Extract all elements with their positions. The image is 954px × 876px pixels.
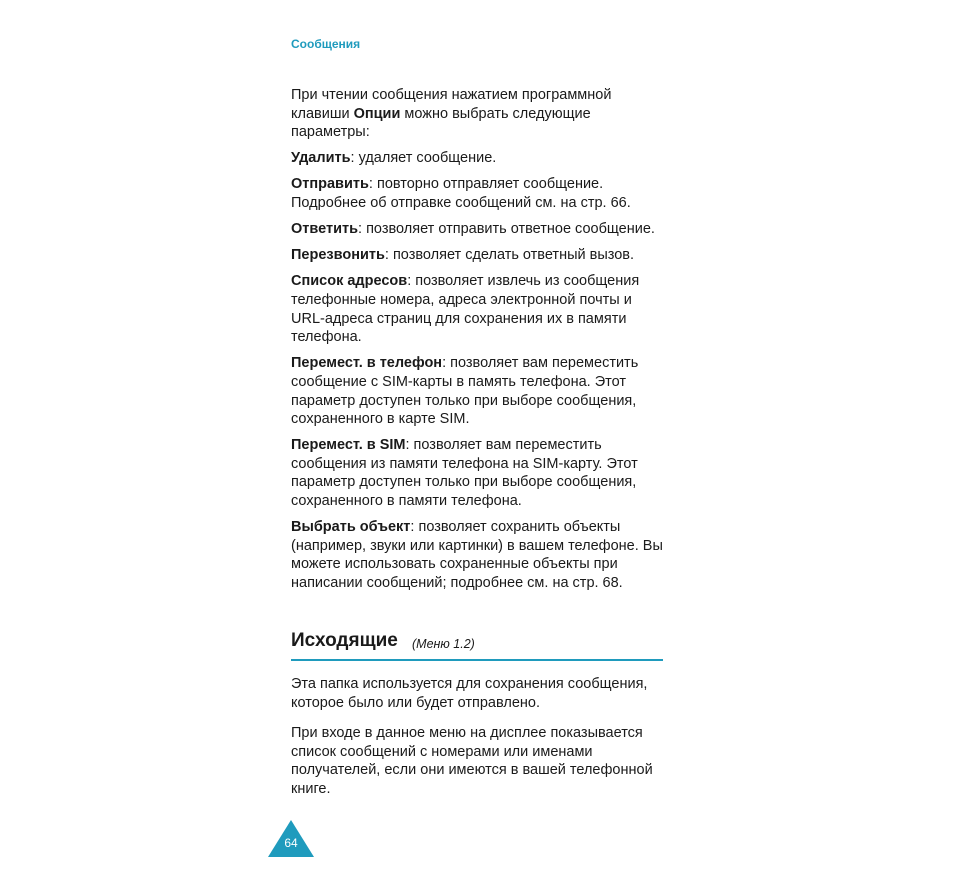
option-term: Перемест. в SIM	[291, 437, 406, 454]
options-list	[291, 149, 663, 600]
option-desc: : повторно отправляет сообщение. Подробнее об отправке сообщений см. на стр. 66.	[291, 176, 631, 211]
outgoing-heading	[291, 630, 663, 661]
outgoing-menu-ref: (Меню 1.2)	[412, 637, 475, 651]
option-item-move-to-phone	[291, 354, 663, 428]
page-number: 64	[284, 836, 298, 850]
intro-block	[291, 86, 663, 150]
option-desc: : позволяет вам переместить сообщение с SIM-карты в память телефона. Этот параметр доступен только при выборе сообщения, сохраненного в карте SIM.	[291, 355, 639, 428]
page-number-badge	[268, 820, 314, 857]
option-item-reply	[291, 220, 663, 239]
option-desc: : позволяет сделать ответный вызов.	[384, 247, 635, 264]
outgoing-paragraph: Эта папка используется для сохранения сообщения, которое было или будет отправлено.	[291, 676, 648, 711]
intro-paragraph	[291, 86, 663, 142]
outgoing-title: Исходящие	[291, 630, 398, 651]
option-desc: : позволяет извлечь из сообщения телефонные номера, адреса электронной почты и URL-адреса страниц для сохранения их в памяти телефона.	[291, 273, 640, 346]
option-item-move-to-sim	[291, 436, 663, 510]
option-desc: : позволяет сохранить объекты (например, звуки или картинки) в вашем телефоне. Вы можете использовать сохраненные объекты при написании сообщений; подробнее см. на стр. 68.	[291, 519, 663, 592]
option-item-address-list	[291, 272, 663, 346]
option-desc: : позволяет вам переместить сообщения из памяти телефона на SIM-карту. Этот параметр доступен только при выборе сообщения, сохраненного в памяти телефона.	[291, 437, 638, 510]
option-term: Перемест. в телефон	[291, 355, 443, 372]
option-desc: : удаляет сообщение.	[350, 150, 497, 166]
section-header: Сообщения	[291, 37, 361, 51]
option-item-send	[291, 175, 663, 212]
option-term: Удалить	[291, 150, 351, 166]
intro-text-after: можно выбрать следующие параметры:	[291, 105, 591, 141]
option-item-callback	[291, 246, 663, 265]
option-item-delete	[291, 149, 663, 168]
option-item-select-object	[291, 518, 663, 592]
option-term: Перезвонить	[291, 247, 385, 264]
option-desc: : позволяет отправить ответное сообщение.	[358, 220, 655, 237]
option-term: Ответить	[291, 220, 359, 237]
option-term: Список адресов	[291, 273, 408, 290]
option-term: Выбрать объект	[291, 519, 411, 536]
option-term: Отправить	[291, 176, 369, 193]
outgoing-paragraph: При входе в данное меню на дисплее показывается список сообщений с номерами или именами получателей, если они имеются в вашей телефонной книге.	[291, 725, 653, 797]
intro-text-before: При чтении сообщения нажатием программной клавиши	[291, 87, 612, 122]
outgoing-body	[291, 675, 663, 811]
intro-options-key: Опции	[353, 105, 401, 122]
